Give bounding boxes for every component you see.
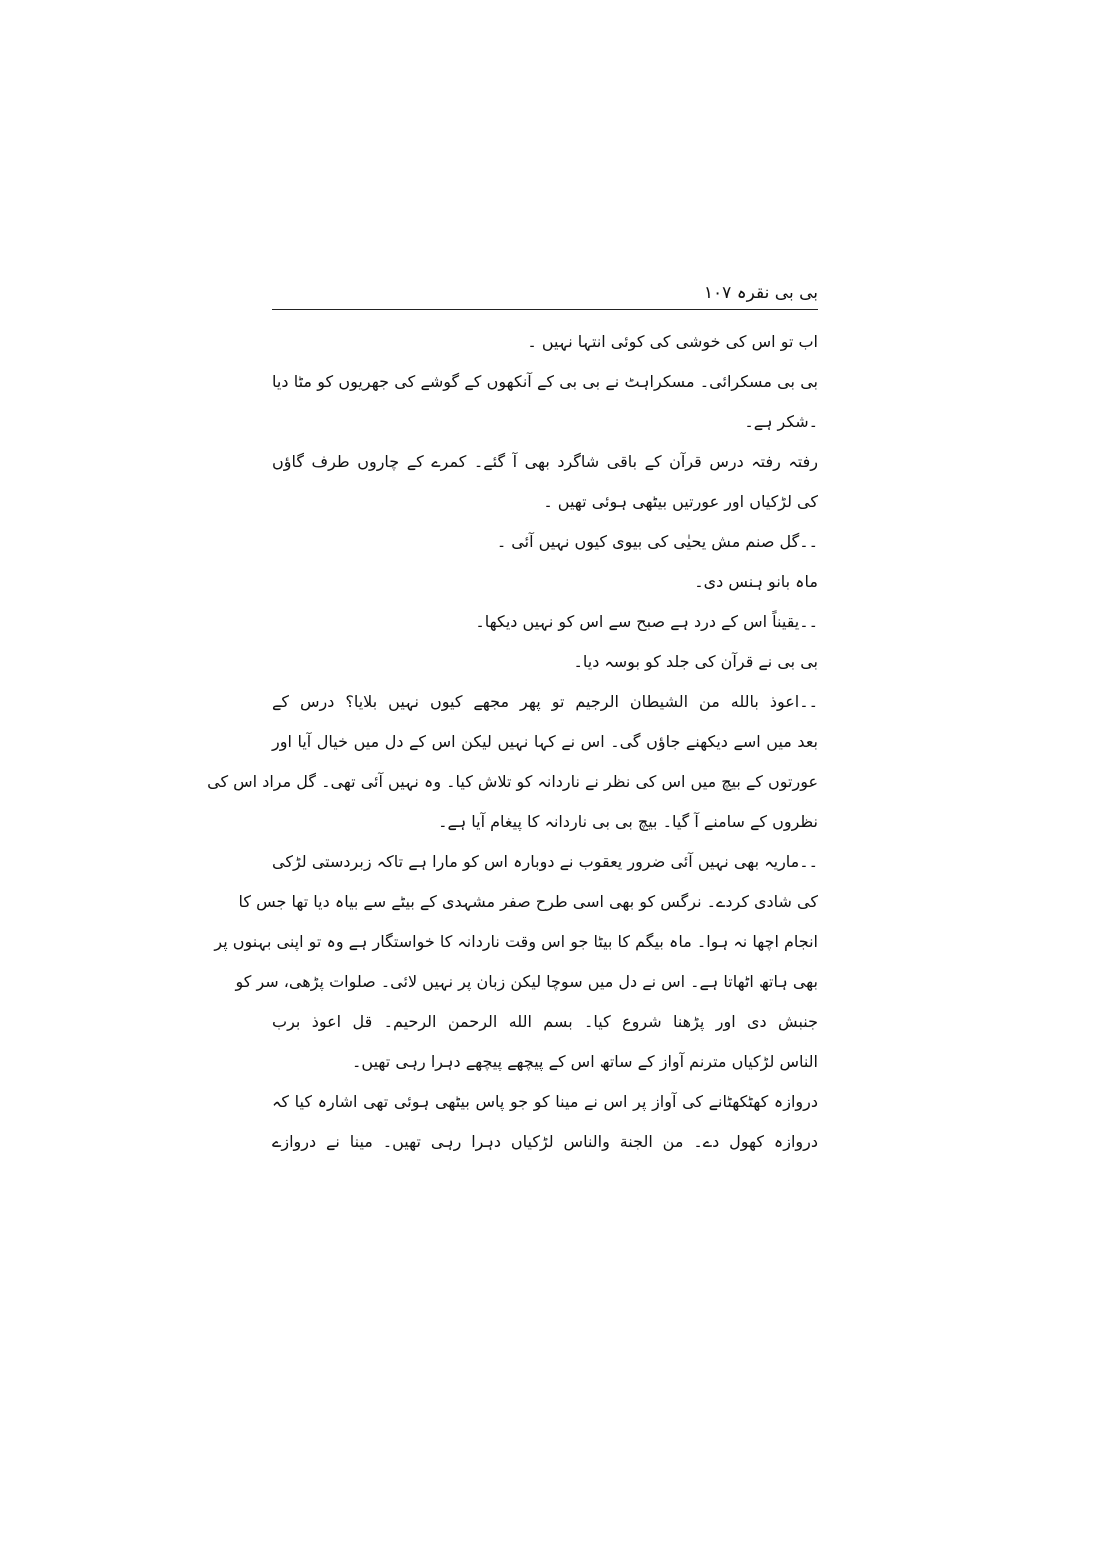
text-line: ۔شکر ہے۔ xyxy=(744,412,818,431)
text-line: دروازہ کھول دے۔ من الجنة والناس لڑکیاں دہرا رہی تھیں۔ مینا نے دروازے xyxy=(272,1132,818,1151)
text-line: بھی ہاتھ اٹھاتا ہے۔ اس نے دل میں سوچا لیکن زبان پر نہیں لائی۔ صلوات پڑھی، سر کو xyxy=(235,972,818,991)
text-line: نظروں کے سامنے آ گیا۔ بیچ بی بی ناردانہ کا پیغام آیا ہے۔ xyxy=(438,812,818,831)
text-line: رفتہ رفتہ درس قرآن کے باقی شاگرد بھی آ گئے۔ کمرے کے چاروں طرف گاؤں xyxy=(272,452,818,471)
text-line: کی لڑکیاں اور عورتیں بیٹھی ہوئی تھیں ۔ xyxy=(543,492,818,511)
text-line: انجام اچھا نہ ہوا۔ ماہ بیگم کا بیٹا جو اس وقت ناردانہ کا خواستگار ہے وہ تو اپنی بہنوں پر xyxy=(214,932,818,951)
text-line: ۔۔یقیناً اس کے درد ہے صبح سے اس کو نہیں دیکھا۔ xyxy=(475,612,818,631)
text-line: دروازہ کھٹکھٹانے کی آواز پر اس نے مینا کو جو پاس بیٹھی ہوئی تھی اشارہ کیا کہ xyxy=(272,1092,818,1111)
body-text xyxy=(207,322,819,1162)
text-line: کی شادی کردے۔ نرگس کو بھی اسی طرح صفر مشہدی کے بیٹے سے بیاہ دیا تھا جس کا xyxy=(238,892,818,911)
text-line: جنبش دی اور پڑھنا شروع کیا۔ بسم الله الرحمن الرحيم۔ قل اعوذ برب xyxy=(272,1012,818,1031)
text-line: بی بی نے قرآن کی جلد کو بوسہ دیا۔ xyxy=(573,652,818,671)
text-line: بعد میں اسے دیکھنے جاؤں گی۔ اس نے کہا نہیں لیکن اس کے دل میں خیال آیا اور xyxy=(272,732,819,751)
text-line: ۔۔ماریہ بھی نہیں آئی ضرور یعقوب نے دوبارہ اس کو مارا ہے تاکہ زبردستی لڑکی xyxy=(272,852,818,871)
text-line: بی بی مسکرائی۔ مسکراہٹ نے بی بی کے آنکھوں کے گوشے کی جھریوں کو مٹا دیا xyxy=(272,372,818,391)
text-line: الناس لڑکیاں مترنم آواز کے ساتھ اس کے پیچھے پیچھے دہرا رہی تھیں۔ xyxy=(352,1052,818,1071)
text-line: ۔۔گل صنم مش یحیٰی کی بیوی کیوں نہیں آئی ۔ xyxy=(496,532,818,551)
text-line: عورتوں کے بیچ میں اس کی نظر نے ناردانہ کو تلاش کیا۔ وہ نہیں آئی تھی۔ گل مراد اس کی xyxy=(207,772,818,791)
text-line: ماہ بانو ہنس دی۔ xyxy=(694,572,818,591)
running-head xyxy=(272,278,818,310)
text-line: اب تو اس کی خوشی کی کوئی انتہا نہیں ۔ xyxy=(527,332,818,351)
text-line: ۔۔اعوذ بالله من الشيطان الرجيم تو پھر مجھے کیوں نہیں بلایا؟ درس کے xyxy=(272,692,818,711)
header-rule xyxy=(272,309,818,310)
running-title: بی بی نقرہ ۱۰۷ xyxy=(703,283,818,303)
